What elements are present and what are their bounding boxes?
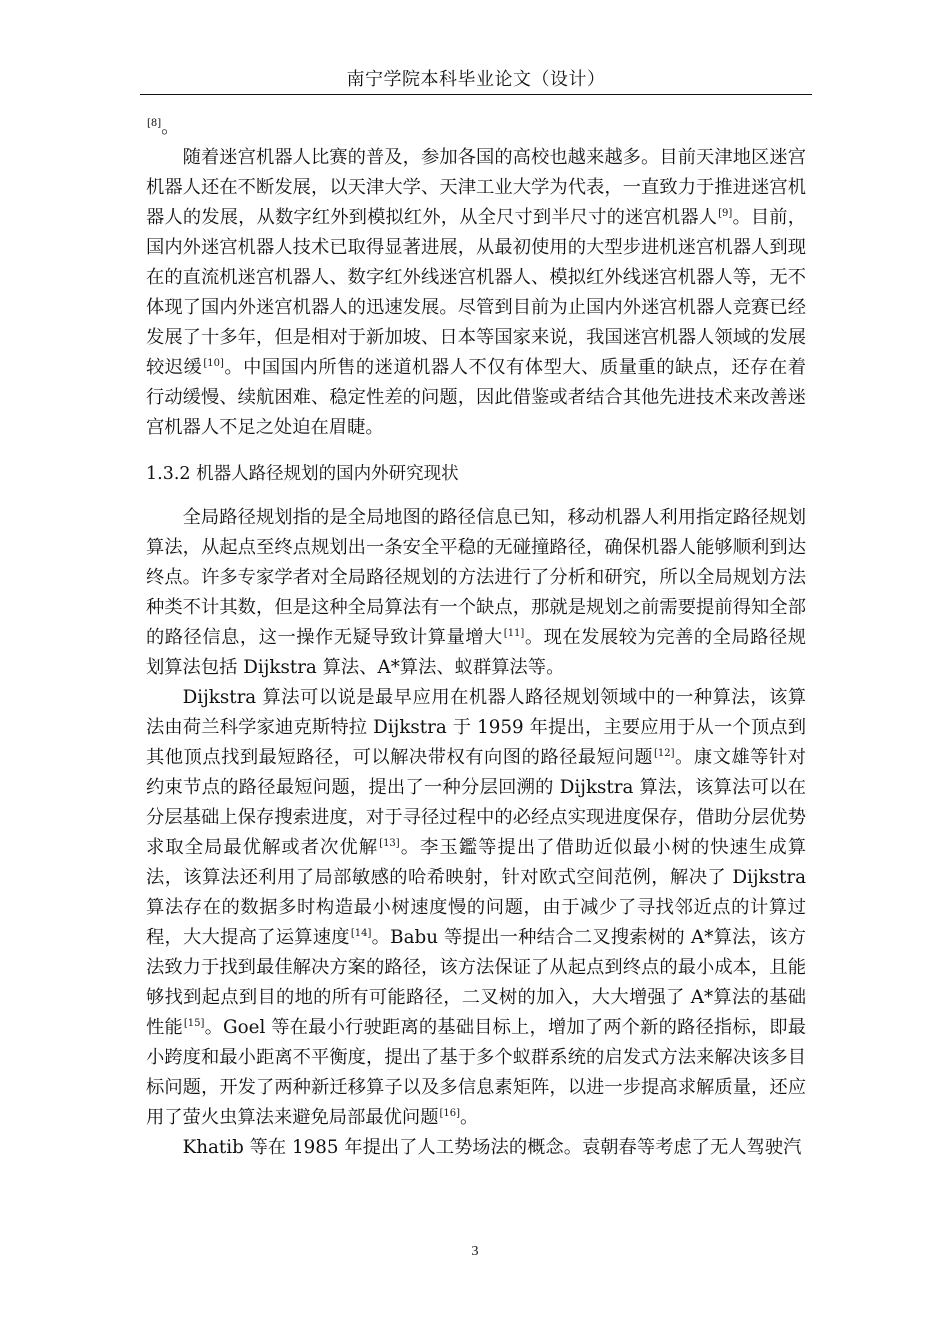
citation: [14]: [350, 927, 372, 939]
citation: [8]: [147, 117, 162, 129]
page-header: [140, 66, 812, 95]
page-body: [146, 113, 806, 1163]
paragraph-text: 。康文雄等针对约束节点的路径最短问题，提出了一种分层回溯的 Dijkstra 算法，该算法可以在分层基础上保存搜索进度，对于寻径过程中的必经点实现进度保存，借助分层优势求取全局最优解或者次优解: [146, 747, 807, 858]
citation: [11]: [503, 627, 525, 639]
paragraph-dijkstra: [146, 683, 806, 1133]
paragraph-text: 随着迷宫机器人比赛的普及，参加各国的高校也越来越多。目前天津地区迷宫机器人还在不断发展，以天津大学、天津工业大学为代表，一直致力于推进迷宫机器人的发展，从数字红外到模拟红外，从全尺寸到半尺寸的迷宫机器人: [146, 147, 806, 228]
citation: [9]: [718, 207, 733, 219]
paragraph-text: 。中国国内所售的迷道机器人不仅有体型大、质量重的缺点，还存在着行动缓慢、续航困难、稳定性差的问题，因此借鉴或者结合其他先进技术来改善迷宫机器人不足之处迫在眉睫。: [146, 357, 807, 438]
paragraph-text: 。: [460, 1107, 479, 1128]
paragraph-text: 。Babu 等提出一种结合二叉搜索树的 A*算法，该方法致力于找到最佳解决方案的路径，该方法保证了从起点到终点的最小成本，且能够找到起点到目的地的所有可能路径，二叉树的加入，大大增强了 A*算法的基础性能: [146, 927, 806, 1038]
citation: [15]: [183, 1017, 205, 1029]
page-number: 3: [471, 1244, 479, 1259]
paragraph-text: 。李玉鑑等提出了借助近似最小树的快速生成算法，该算法还利用了局部敏感的哈希映射，针对欧式空间范例，解决了 Dijkstra 算法存在的数据多时构造最小树速度慢的问题，由于减少了寻找邻近点的计算过程，大大提高了运算速度: [146, 837, 807, 948]
citation: [10]: [203, 357, 224, 369]
paragraph-text: Khatib 等在 1985 年提出了人工势场法的概念。袁朝春等考虑了无人驾驶汽: [182, 1137, 802, 1158]
citation: [13]: [379, 837, 400, 849]
citation: [16]: [439, 1107, 461, 1119]
paragraph-continuation: [146, 113, 806, 143]
paragraph-potential-field: [146, 1133, 806, 1163]
paragraph-text: 。现在发展较为完善的全局路径规划算法包括 Dijkstra 算法、A*算法、蚁群算法等。: [146, 627, 807, 678]
citation: [12]: [654, 747, 675, 759]
paragraph-global-planning: [146, 503, 806, 683]
paragraph-text: 。: [161, 117, 180, 138]
paragraph-text: 。Goel 等在最小行驶距离的基础目标上，增加了两个新的路径指标，即最小跨度和最小距离不平衡度，提出了基于多个蚁群系统的启发式方法来解决该多目标问题，开发了两种新迁移算子以及多信息素矩阵，以进一步提高求解质量，还应用了萤火虫算法来避免局部最优问题: [146, 1017, 806, 1128]
paragraph-text: Dijkstra 算法可以说是最早应用在机器人路径规划领域中的一种算法，该算法由荷兰科学家迪克斯特拉 Dijkstra 于 1959 年提出，主要应用于从一个顶点到其他顶点找到最短路径，可以解决带权有向图的路径最短问题: [146, 687, 806, 768]
paragraph-maze-robot: [146, 143, 806, 443]
paragraph-text: 全局路径规划指的是全局地图的路径信息已知，移动机器人利用指定路径规划算法，从起点至终点规划出一条安全平稳的无碰撞路径，确保机器人能够顺利到达终点。许多专家学者对全局路径规划的方法进行了分析和研究，所以全局规划方法种类不计其数，但是这种全局算法有一个缺点，那就是规划之前需要提前得知全部的路径信息，这一操作无疑导致计算量增大: [146, 507, 806, 648]
header-title: 南宁学院本科毕业论文（设计）: [346, 69, 606, 90]
paragraph-text: 。目前，国内外迷宫机器人技术已取得显著进展，从最初使用的大型步进机迷宫机器人到现在的直流机迷宫机器人、数字红外线迷宫机器人、模拟红外线迷宫机器人等，无不体现了国内外迷宫机器人的迅速发展。尽管到目前为止国内外迷宫机器人竞赛已经发展了十多年，但是相对于新加坡、日本等国家来说，我国迷宫机器人领域的发展较迟缓: [146, 207, 807, 378]
section-heading: 1.3.2 机器人路径规划的国内外研究现状: [146, 464, 459, 484]
